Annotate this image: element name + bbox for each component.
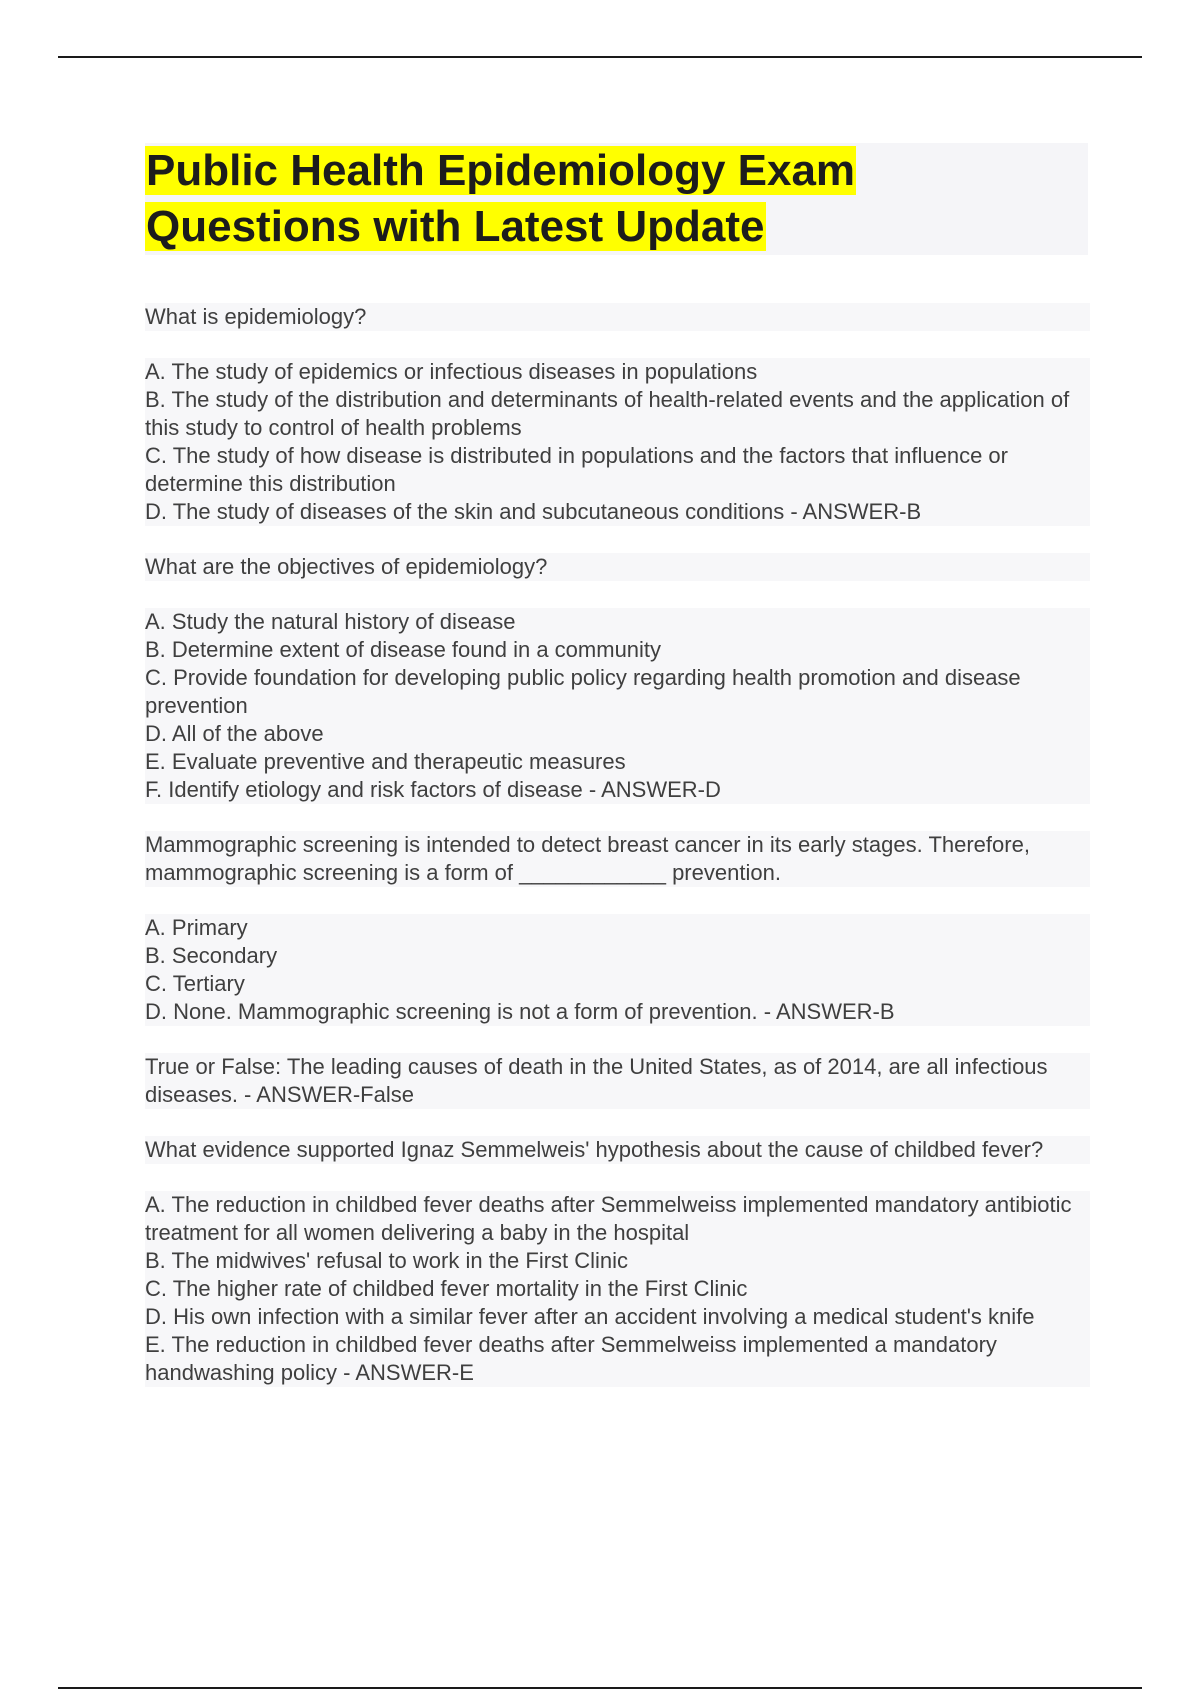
question-text: What are the objectives of epidemiology? [145, 553, 1090, 581]
answer-option: A. Study the natural history of disease [145, 608, 1090, 636]
question-text: True or False: The leading causes of death in the United States, as of 2014, are all infectious diseases. - ANSWER-False [145, 1053, 1090, 1109]
document-body [145, 143, 1090, 1414]
question-block [145, 553, 1090, 804]
answer-option: E. The reduction in childbed fever deaths after Semmelweiss implemented a mandatory handwashing policy - ANSWER-E [145, 1331, 1090, 1387]
top-rule [58, 56, 1142, 58]
question-block [145, 303, 1090, 526]
question-block [145, 1136, 1090, 1387]
page-title [145, 143, 1088, 255]
answer-option: B. Determine extent of disease found in a community [145, 636, 1090, 664]
answer-option: C. Tertiary [145, 970, 1090, 998]
answer-option: B. Secondary [145, 942, 1090, 970]
question-text: What is epidemiology? [145, 303, 1090, 331]
answer-option: D. His own infection with a similar fever after an accident involving a medical student's knife [145, 1303, 1090, 1331]
answer-option: D. The study of diseases of the skin and subcutaneous conditions - ANSWER-B [145, 498, 1090, 526]
question-block [145, 1053, 1090, 1109]
question-list [145, 303, 1090, 1387]
bottom-rule [58, 1687, 1142, 1689]
answer-option: C. The study of how disease is distributed in populations and the factors that influence or determine this distribution [145, 442, 1090, 498]
title-line-2: Questions with Latest Update [146, 202, 765, 251]
answer-option: C. The higher rate of childbed fever mortality in the First Clinic [145, 1275, 1090, 1303]
question-block [145, 831, 1090, 1026]
title-line-1: Public Health Epidemiology Exam [146, 146, 856, 195]
answer-option: B. The midwives' refusal to work in the First Clinic [145, 1247, 1090, 1275]
answer-option: B. The study of the distribution and determinants of health-related events and the application of this study to control of health problems [145, 386, 1090, 442]
question-text: What evidence supported Ignaz Semmelweis' hypothesis about the cause of childbed fever? [145, 1136, 1090, 1164]
question-text: Mammographic screening is intended to detect breast cancer in its early stages. Therefore, mammographic screening is a form of ____________ prevention. [145, 831, 1090, 887]
answer-option: F. Identify etiology and risk factors of disease - ANSWER-D [145, 776, 1090, 804]
answer-option: C. Provide foundation for developing public policy regarding health promotion and disease prevention [145, 664, 1090, 720]
answer-option: D. All of the above [145, 720, 1090, 748]
answer-option: A. The reduction in childbed fever deaths after Semmelweiss implemented mandatory antibiotic treatment for all women delivering a baby in the hospital [145, 1191, 1090, 1247]
answer-option: E. Evaluate preventive and therapeutic measures [145, 748, 1090, 776]
title-block [145, 143, 1088, 255]
answer-option: A. Primary [145, 914, 1090, 942]
answer-option: A. The study of epidemics or infectious diseases in populations [145, 358, 1090, 386]
answer-option: D. None. Mammographic screening is not a form of prevention. - ANSWER-B [145, 998, 1090, 1026]
